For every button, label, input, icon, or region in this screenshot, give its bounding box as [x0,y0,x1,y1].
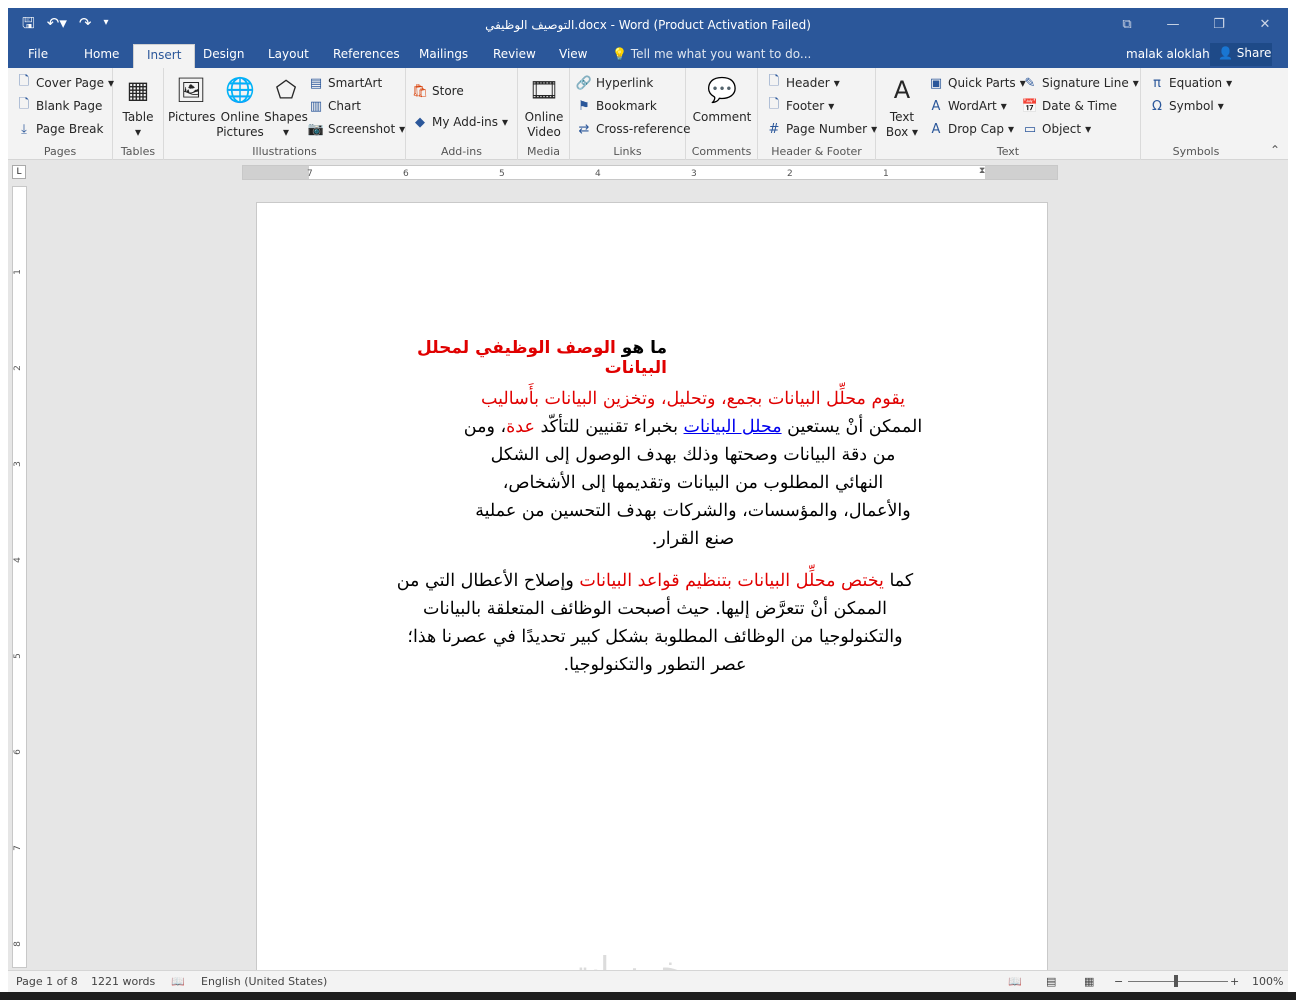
cover-page-icon: 🗋 [18,74,30,89]
ruler-tick: 4 [595,169,601,179]
tab-insert[interactable]: Insert [133,44,195,68]
para1-line5: والأعمال، والمؤسسات، والشركات بهدف التحسين من عملية [475,501,911,521]
share-button[interactable] [1210,43,1272,66]
ruler-tick: 6 [403,169,409,179]
group-label-pages: Pages [43,145,77,158]
smartart-button[interactable] [308,75,382,91]
drop-cap-label: Drop Cap [948,122,1005,136]
symbol-button[interactable]: Ω Symbol ▾ [1149,98,1224,114]
undo-icon[interactable]: ↶▾ [46,14,67,32]
zoom-in-icon[interactable]: + [1230,975,1240,988]
group-comments [686,68,758,160]
para2-line4: عصر التطور والتكنولوجيا. [563,655,747,675]
shapes-icon: ⬠ [275,75,297,104]
online-pictures-button[interactable] [214,74,266,140]
para2-line1-b: وإصلاح الأعطال التي من [396,571,580,591]
header-icon: 🗋 [768,74,780,89]
ruler-tick: 4 [12,557,23,563]
my-addins-label: My Add-ins [432,115,499,129]
proofing-icon[interactable]: 📖 [171,975,185,988]
group-label-links: Links [613,145,642,158]
footer-button[interactable]: 🗋 Footer ▾ [766,98,834,114]
quick-parts-icon: ▣ [929,75,943,91]
signature-line-button[interactable]: ✎ Signature Line ▾ [1022,75,1139,91]
read-mode-icon[interactable]: 📖 [1008,975,1022,988]
calendar-icon: 📅 [1021,98,1039,114]
ruler-tick: 5 [12,653,23,659]
table-label: Table [122,110,154,124]
para1-line3: من دقة البيانات وصحتها وذلك بهدف الوصول إلى الشكل [490,445,896,465]
page-number-icon: # [768,121,780,137]
user-name[interactable]: malak aloklah [1126,47,1210,61]
group-label-tables: Tables [120,145,156,158]
group-label-header-footer: Header & Footer [771,145,862,158]
symbol-label: Symbol [1169,99,1214,113]
word-window [8,8,1288,1000]
ruler-tick: 7 [307,169,313,179]
group-media [518,68,570,160]
ribbon [8,68,1288,160]
table-button[interactable]: ▦ Table ▾ [122,75,154,139]
comment-button[interactable] [692,74,752,125]
para2-line3: والتكنولوجيا من الوظائف المطلوبة بشكل كبير تحديدًا في عصرنا هذا؛ [407,627,903,647]
smartart-icon: ▤ [309,75,323,91]
ribbon-tabs [8,42,1288,68]
hyperlink-label: Hyperlink [596,76,654,90]
vertical-ruler[interactable] [12,186,27,968]
ruler-tick: 5 [499,169,505,179]
group-tables [113,68,164,160]
online-video-button[interactable] [522,74,566,140]
header-button[interactable]: 🗋 Header ▾ [766,75,840,91]
zoom-out-icon[interactable]: − [1114,975,1124,988]
signature-line-label: Signature Line [1042,76,1129,90]
group-header-footer [758,68,876,160]
pictures-icon: 🖼 [175,75,207,104]
taskbar [0,992,1296,1000]
document-page[interactable] [256,202,1048,982]
group-text [876,68,1141,160]
text-box-button[interactable]: A Text Box ▾ [885,75,919,139]
my-addins-button[interactable]: ◆ My Add-ins ▾ [412,114,508,130]
equation-button[interactable]: π Equation ▾ [1149,75,1232,91]
online-video-icon: 🎞 [528,75,560,104]
tab-home[interactable]: Home [84,47,120,61]
blank-page-label: Blank Page [36,99,103,113]
comment-icon: 💬 [707,75,737,104]
group-label-comments: Comments [691,145,752,158]
tab-review[interactable]: Review [493,47,536,61]
wordart-button[interactable]: A WordArt ▾ [928,98,1007,114]
cross-reference-icon: ⇄ [578,121,590,137]
page-break-label: Page Break [36,122,104,136]
omega-icon: Ω [1152,98,1162,114]
tab-selector[interactable]: L [12,165,26,179]
indent-marker-icon[interactable]: ⧗ [979,166,986,176]
online-pictures-label: Online Pictures [216,110,264,139]
group-label-media: Media [526,145,561,158]
chart-label: Chart [328,99,361,113]
page-count[interactable]: Page 1 of 8 [16,975,78,988]
lightbulb-icon: 💡 [612,47,627,61]
blank-page-button[interactable] [16,98,102,114]
group-label-illustrations: Illustrations [252,145,317,158]
text-box-icon: A [893,75,911,104]
quick-parts-button[interactable]: ▣ Quick Parts ▾ [929,75,1026,91]
document-heading[interactable] [377,338,667,378]
wordart-icon: A [931,98,941,114]
ruler-bar [8,161,1288,183]
object-button[interactable]: ▭ Object ▾ [1023,121,1092,137]
group-label-text: Text [996,145,1020,158]
para1-line1: يقوم محلِّل البيانات بجمع، وتحليل، وتخزين البيانات بأَساليب [480,389,906,409]
right-margin-zone [985,166,1057,179]
minimize-icon[interactable]: — [1166,16,1180,32]
my-addins-icon: ◆ [415,114,425,130]
footer-icon: 🗋 [768,97,780,112]
para2-line2: الممكن أنْ تتعرَّض إليها. حيث أصبحت الوظائف المتعلقة بالبيانات [423,599,887,619]
horizontal-ruler[interactable] [242,165,1058,180]
smartart-label: SmartArt [328,76,383,90]
page-number-label: Page Number [786,122,868,136]
page-break-icon: ⤓ [21,121,27,137]
collapse-ribbon-icon[interactable]: ⌃ [1269,143,1280,157]
chart-button[interactable] [308,98,361,114]
online-pictures-icon: 🌐 [225,75,255,104]
group-links [570,68,691,160]
store-label: Store [432,84,464,98]
ruler-tick: 1 [12,269,23,275]
window-title: التوصيف الوظيفي.docx - Word (Product Activation Failed) [485,18,811,32]
ruler-tick: 3 [691,169,697,179]
wordart-label: WordArt [948,99,997,113]
group-label-symbols: Symbols [1172,145,1220,158]
customize-qat-icon[interactable]: ▾ [103,17,109,28]
language[interactable]: English (United States) [201,975,328,988]
tab-design[interactable]: Design [203,47,245,61]
drop-cap-button[interactable]: A Drop Cap ▾ [928,121,1014,137]
para2-line1 [375,567,935,595]
group-addins [406,68,518,160]
para1-line2-b: بخبراء تقنيين للتأكّد [534,417,684,437]
date-time-button[interactable] [1022,98,1117,114]
ruler-tick: 8 [12,941,23,947]
drop-cap-icon: A [931,121,941,137]
paragraph-2[interactable] [375,567,935,679]
group-pages [8,68,113,160]
signature-line-icon: ✎ [1024,75,1036,91]
restore-icon[interactable]: ❐ [1213,16,1225,32]
ruler-tick: 7 [12,845,23,851]
group-symbols [1141,68,1251,160]
tab-references[interactable]: References [333,47,400,61]
para1-line2 [453,413,933,441]
paragraph-1[interactable] [453,385,933,553]
cross-reference-label: Cross-reference [596,122,691,136]
web-layout-icon[interactable]: ▦ [1084,975,1095,988]
para2-line1-a: كما [883,571,914,591]
ruler-tick: 2 [787,169,793,179]
para1-line4: النهائي المطلوب من البيانات وتقديمها إلى الأشخاص، [502,473,884,493]
table-icon: ▦ [126,75,150,104]
shapes-label: Shapes [264,110,308,124]
store-button[interactable] [412,83,464,99]
ruler-tick: 1 [883,169,889,179]
window-controls [1104,8,1288,40]
share-label: Share [1236,46,1272,60]
date-time-label: Date & Time [1042,99,1118,113]
tab-file[interactable]: File [28,47,49,61]
screenshot-button[interactable]: 📷 Screenshot ▾ [307,121,406,137]
para1-line2-a: الممكن أنْ يستعين [781,417,923,437]
cross-reference-button[interactable] [576,121,691,137]
header-label: Header [786,76,830,90]
close-icon[interactable]: ✕ [1259,16,1271,32]
pictures-label: Pictures [168,110,216,124]
cover-page-label: Cover Page [36,76,105,90]
redo-icon[interactable]: ↷ [78,14,92,32]
page-break-button[interactable] [16,121,103,137]
blank-page-icon: 🗋 [18,97,30,112]
pictures-button[interactable] [168,74,214,125]
status-bar [8,970,1288,992]
quick-parts-label: Quick Parts [948,76,1016,90]
heading-black-text: ما هو [615,338,667,358]
ruler-tick: 3 [12,461,23,467]
hyperlink-button[interactable] [576,75,653,91]
zoom-slider-thumb[interactable] [1174,975,1178,987]
tell-me-box[interactable] [612,47,811,61]
word-count[interactable]: 1221 words [91,975,156,988]
comment-label: Comment [692,110,752,124]
pi-icon: π [1153,75,1161,91]
online-video-label: Online Video [524,110,564,139]
ribbon-display-icon[interactable]: ⧉ [1122,16,1132,32]
save-icon[interactable]: 🖫 [22,14,35,32]
screenshot-label: Screenshot [328,122,396,136]
tab-view[interactable]: View [559,47,588,61]
screenshot-icon: 📷 [307,121,325,137]
tab-layout[interactable]: Layout [268,47,309,61]
para1-line2-c: ، ومن [463,417,507,437]
title-bar [8,8,1288,42]
bookmark-label: Bookmark [596,99,657,113]
heading-red-text: الوصف الوظيفي لمحلل البيانات [417,338,667,378]
group-label-addins: Add-ins [440,145,483,158]
zoom-slider[interactable] [1128,981,1228,982]
hyperlink-icon: 🔗 [575,75,593,91]
chart-icon: ▥ [309,98,323,114]
group-illustrations [164,68,406,160]
object-icon: ▭ [1023,121,1037,137]
tell-me-text: Tell me what you want to do... [630,47,812,61]
para1-line2-red: عدة [506,417,535,437]
cover-page-button[interactable]: 🗋 Cover Page ▾ [16,75,114,91]
footer-label: Footer [786,99,825,113]
ruler-tick: 6 [12,749,23,755]
print-layout-icon[interactable]: ▤ [1046,975,1057,988]
data-analyst-link[interactable]: محلل البيانات [683,417,782,437]
zoom-level[interactable]: 100% [1252,975,1284,988]
object-label: Object [1042,122,1082,136]
shapes-button[interactable]: ⬠ Shapes ▾ [264,75,308,139]
text-box-label: Text Box [885,110,915,139]
page-number-button[interactable]: # Page Number ▾ [766,121,877,137]
tab-mailings[interactable]: Mailings [419,47,469,61]
bookmark-icon: ⚑ [578,98,590,114]
para1-line6: صنع القرار. [651,529,735,549]
store-icon: 🛍 [411,83,429,99]
ruler-tick: 2 [12,365,23,371]
equation-label: Equation [1169,76,1223,90]
bookmark-button[interactable] [576,98,657,114]
person-icon: 👤 [1218,46,1233,60]
para2-line1-red: يختص محلِّل البيانات بتنظيم قواعد البيانات [579,571,884,591]
left-margin-zone [243,166,309,179]
